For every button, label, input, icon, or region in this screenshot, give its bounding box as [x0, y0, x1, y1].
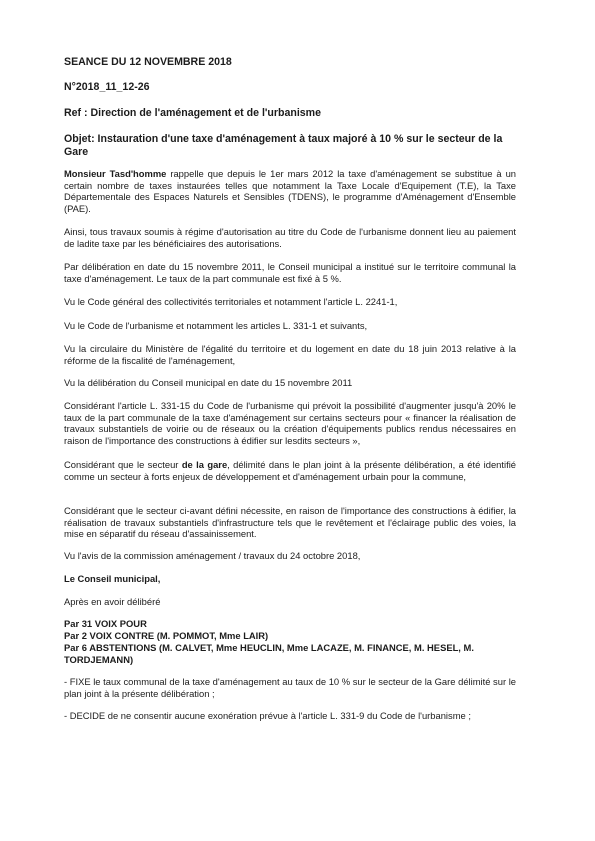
paragraph-considerant-article: Considérant l'article L. 331-15 du Code de l'urbanisme qui prévoit la possibilité d'augmenter jusqu'à 20% le taux de la part communale de la taxe d'aménagement sur certains secteurs pour « financer la réalisation de travaux substantiels de voirie ou de réseaux ou la création d'équipements publics rendus nécessaires en raison de l'importance des constructions à édifier sur lesdits secteurs », — [64, 400, 516, 446]
paragraph-vu-circulaire: Vu la circulaire du Ministère de l'égalité du territoire et du logement en date du 18 juin 2013 relative à la réforme de la fiscalité de l'aménagement, — [64, 343, 516, 366]
paragraph-deliberation: Par délibération en date du 15 novembre 2011, le Conseil municipal a institué sur le territoire communal la taxe d'aménagement. Le taux de la part communale est fixé à 5 %. — [64, 261, 516, 284]
reference-line: Ref : Direction de l'aménagement et de l'urbanisme — [64, 107, 321, 119]
deliberation-number: N°2018_11_12-26 — [64, 81, 150, 93]
paragraph-vu-commission: Vu l'avis de la commission aménagement / travaux du 24 octobre 2018, — [64, 550, 361, 561]
paragraph-intro — [64, 168, 516, 214]
paragraph-considerant-secteur: Considérant que le secteur ci-avant défini nécessite, en raison de l'importance des constructions à édifier, la réalisation de travaux substantiels d'infrastructure tels que le revêtement et l'éclairage public des voies, la mise en séparatif du réseau d'assainissement. — [64, 505, 516, 540]
gare-text-bold: de la gare — [181, 459, 228, 470]
object-line: Objet: Instauration d'une taxe d'aménagement à taux majoré à 10 % sur le secteur de la Gare — [64, 133, 503, 158]
paragraph-vu-deliberation: Vu la délibération du Conseil municipal en date du 15 novembre 2011 — [64, 377, 353, 388]
conseil-heading: Le Conseil municipal, — [64, 573, 161, 584]
vote-abstentions: Par 6 ABSTENTIONS (M. CALVET, Mme HEUCLIN, Mme LACAZE, M. FINANCE, M. HESEL, M. TORDJEMANN) — [64, 642, 474, 665]
gare-text-a: Considérant que le secteur — [64, 459, 182, 470]
seance-heading: SEANCE DU 12 NOVEMBRE 2018 — [64, 56, 232, 68]
paragraph-vu-urbanisme: Vu le Code de l'urbanisme et notamment les articles L. 331-1 et suivants, — [64, 320, 368, 331]
intro-text: rappelle que depuis le 1er mars 2012 la taxe d'aménagement se substitue à un certain nombre de taxes instaurées telles que notamment la Taxe Locale d'Equipement (T.E), la Taxe Départementale des Espaces Naturels et Sensibles (TDENS), le programme d'Aménagement d'Ensemble (PAE). — [64, 168, 516, 214]
decision-fixe: - FIXE le taux communal de la taxe d'aménagement au taux de 10 % sur le secteur de la Gare délimité sur le plan joint à la présente délibération ; — [64, 676, 516, 699]
gare-text-b: , délimité dans le plan joint à la présente délibération, a été identifié comme un secteur à forts enjeux de développement et d'aménagement urbain pour la commune, — [64, 459, 516, 482]
paragraph-vu-cgct: Vu le Code général des collectivités territoriales et notamment l'article L. 2241-1, — [64, 296, 398, 307]
decision-decide: - DECIDE de ne consentir aucune exonération prévue à l'article L. 331-9 du Code de l'urbanisme ; — [64, 710, 471, 721]
vote-contre: Par 2 VOIX CONTRE (M. POMMOT, Mme LAIR) — [64, 630, 269, 641]
apres-deliberation: Après en avoir délibéré — [64, 596, 161, 607]
vote-pour: Par 31 VOIX POUR — [64, 618, 147, 629]
speaker-name: Monsieur Tasd'homme — [64, 168, 167, 179]
paragraph-considerant-gare — [64, 459, 516, 482]
paragraph-ainsi: Ainsi, tous travaux soumis à régime d'autorisation au titre du Code de l'urbanisme donnent lieu au paiement de ladite taxe par les bénéficiaires des autorisations. — [64, 226, 516, 249]
